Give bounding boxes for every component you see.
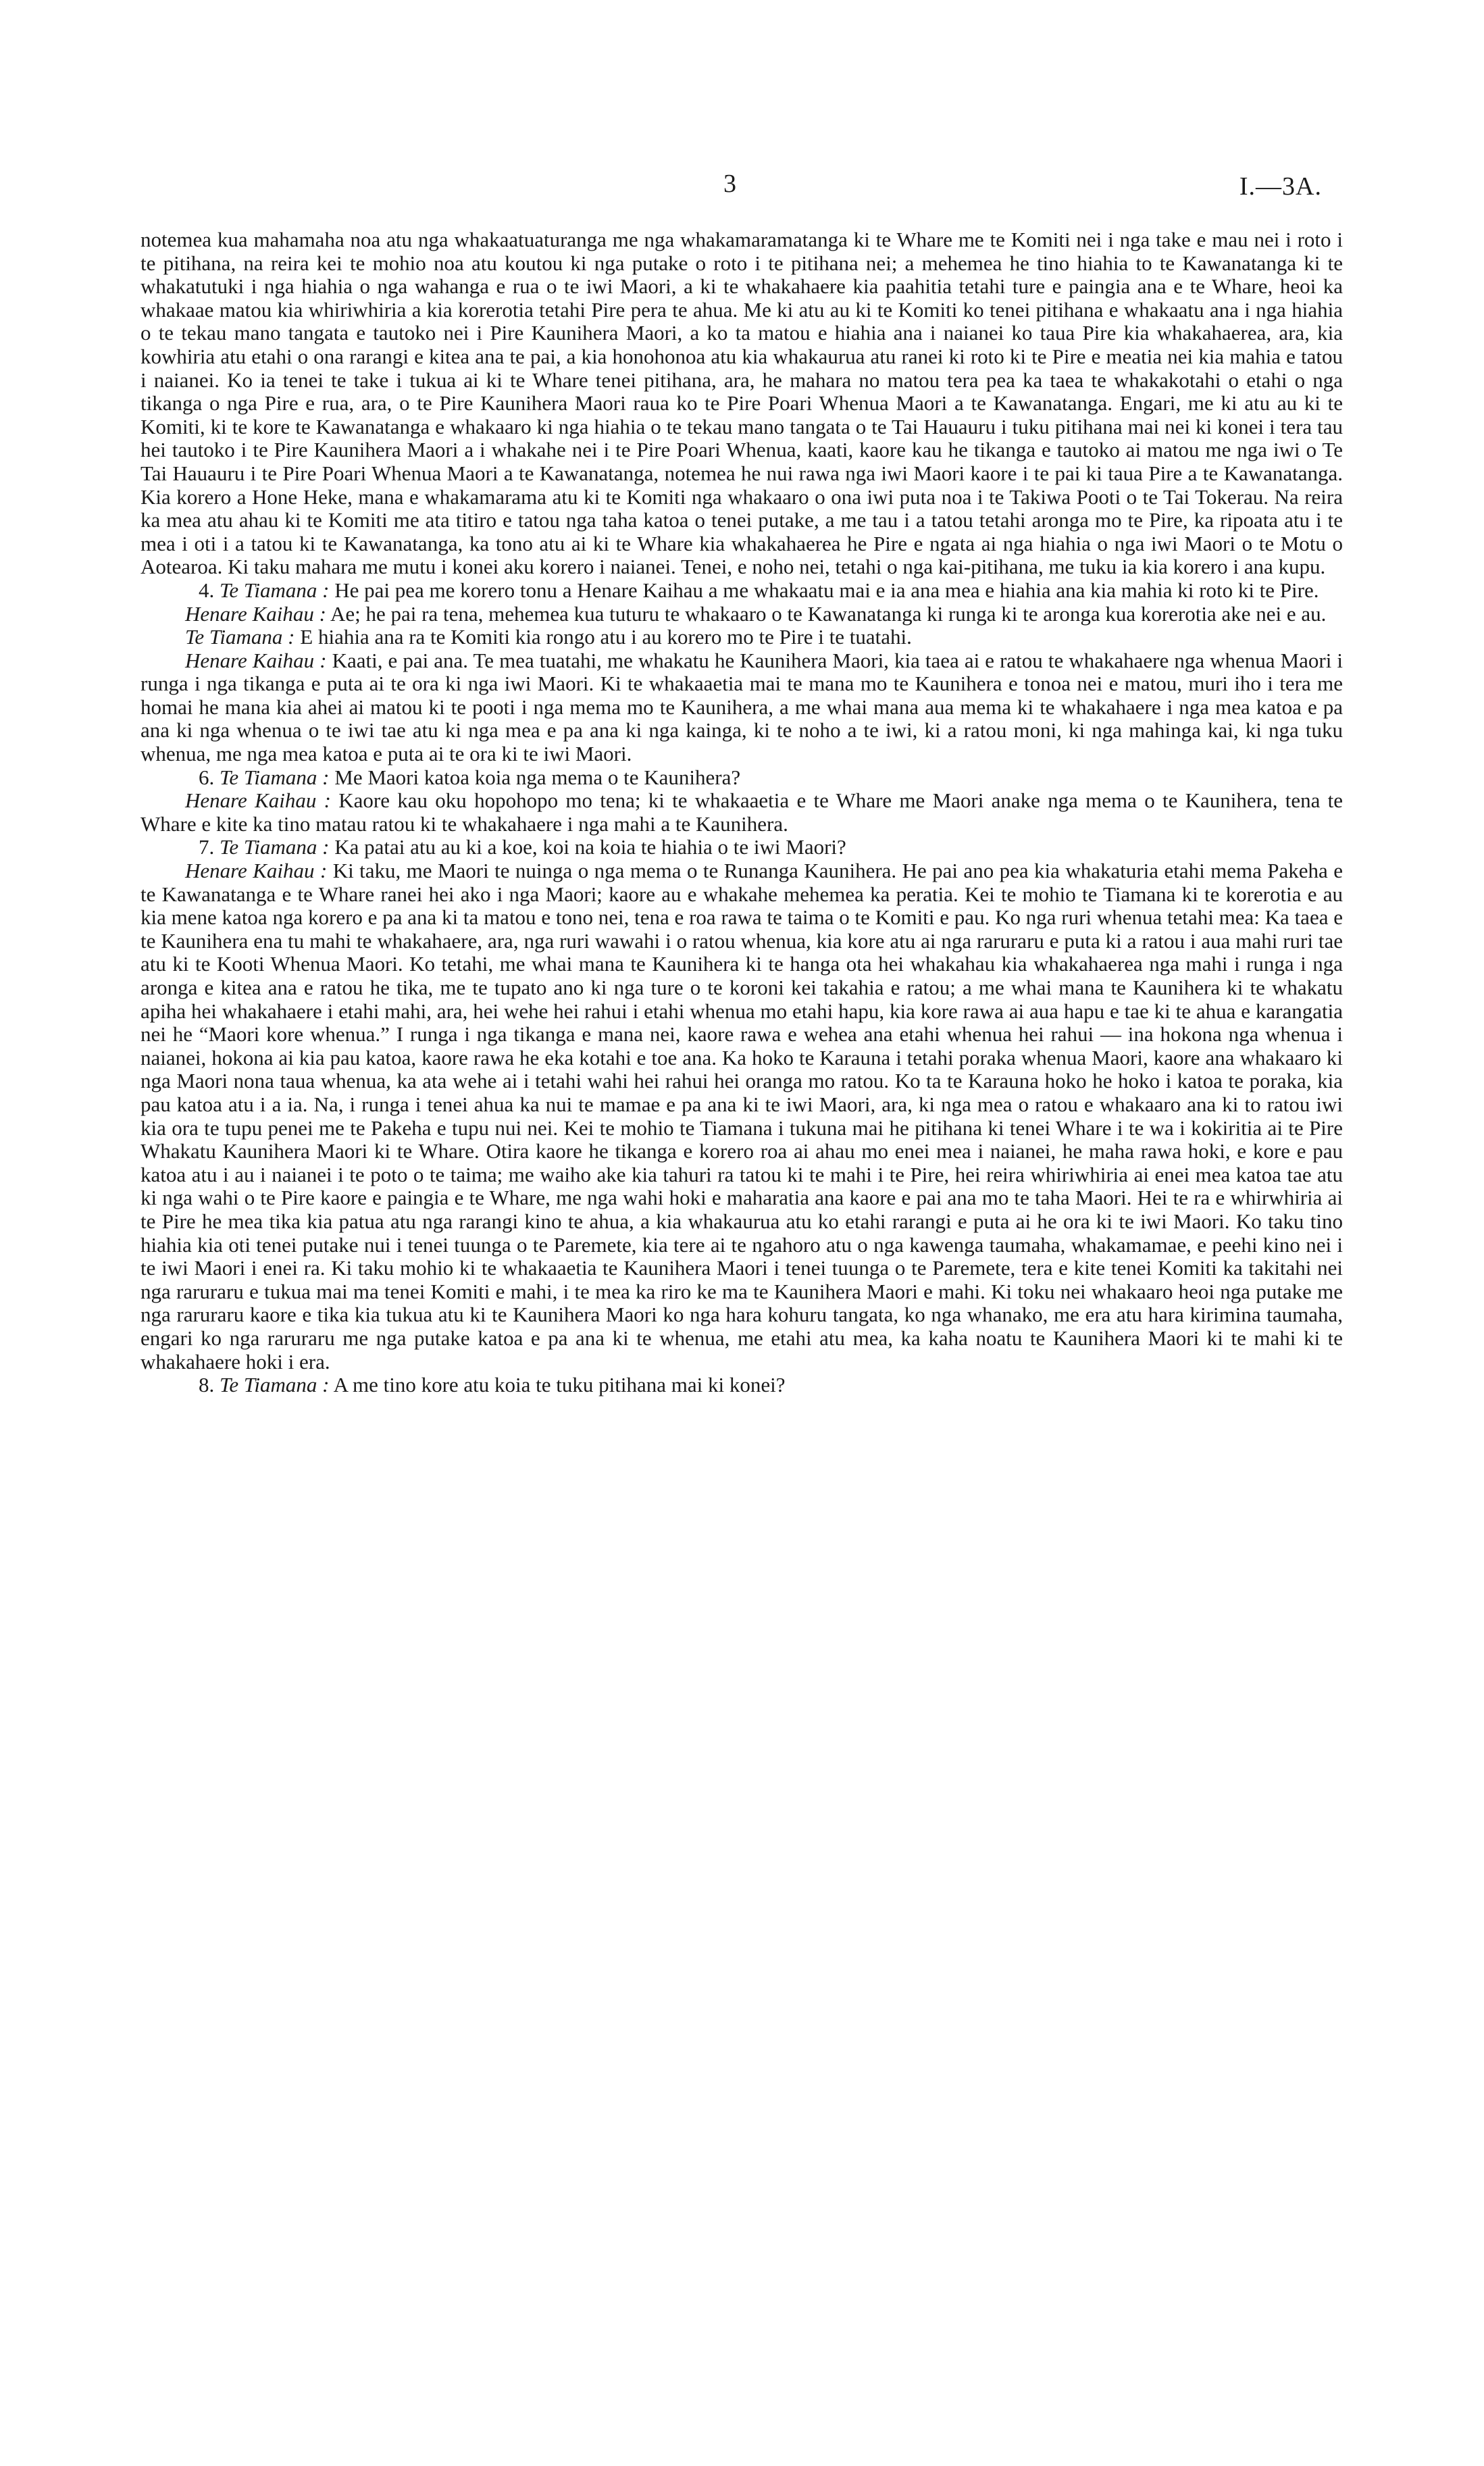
paragraph-text: Kaore kau oku hopohopo mo tena; ki te whakaaetia e te Whare me Maori anake nga mema o te Kaunihera, tena te Whare e kite ka tino matau ratou ki te whakahaere i nga mahi a te Kaunihera.: [140, 788, 1344, 836]
paragraph: [140, 649, 1343, 766]
paragraph: [140, 228, 1343, 579]
paragraph: [140, 603, 1343, 626]
speaker-name: Te Tiamana :: [220, 835, 330, 859]
document-reference: I.—3A.: [1239, 172, 1322, 201]
paragraph: [140, 859, 1343, 1374]
paragraph-text: notemea kua mahamaha noa atu nga whakaatuaturanga me nga whakamaramatanga ki te Whare me te Komiti nei i nga take e mau nei i roto i te pitihana, na reira kei te mohio noa atu koutou ki nga putake o roto i te pitihana nei; a mehemea he tino hiahia to te Kawanatanga ki te whakatutuki i nga hiahia o nga wahanga e rua o te iwi Maori, a ki te whakahaere kia paahitia tetahi ture e paingia ana e te Whare, heoi ka whakaae matou kia whiriwhiria a kia korerotia tetahi Pire pera te ahua. Me ki atu au ki te Komiti ko tenei pitihana e whakaatu ana i nga hiahia o te tekau mano tangata e tautoko nei i Pire Kaunihera Maori, a ko ta matou e hiahia ana i naianei ko taua Pire kia whakahaerea, ara, kia kowhiria atu etahi o ona rarangi e kitea ana te pai, a kia honohonoa atu kia whakaurua atu ranei ki roto ki te Pire e meatia nei kia mahia e tatou i naianei. Ko ia tenei te take i tukua ai ki te Whare tenei pitihana, ara, he mahara no matou tera pea ka taea te whakakotahi o etahi o nga tikanga o nga Pire e rua, ara, o te Pire Kaunihera Maori raua ko te Pire Poari Whenua Maori a te Kawanatanga. Engari, me ki atu au ki te Komiti, ki te kore te Kawanatanga e whakaaro ki nga hiahia o te tekau mano tangata o te Tai Hauauru i tuku pitihana mai nei ki konei i tera tau hei tautoko i te Pire Kaunihera Maori a i whakahe nei i te Pire Poari Whenua, kaati, kaore kau he tikanga e tautoko ai matou me nga iwi o Te Tai Hauauru i te Pire Poari Whenua Maori a te Kawanatanga, notemea he nui rawa nga iwi Maori kaore i te pai ki taua Pire a te Kawanatanga. Kia korero a Hone Heke, mana e whakamarama atu ki te Komiti nga whakaaro o ona iwi puta noa i te Takiwa Pooti o te Tai Tokerau. Na reira ka mea atu ahau ki te Komiti me ata titiro e tatou nga taha katoa o tenei putake, a me tau i a tatou tetahi aronga mo te Pire, ka ripoata atu i te mea i oti i a tatou ki te Kawanatanga, ka tono atu ai ki te Whare kia whakahaerea he Pire e ngata ai nga hiahia o nga iwi Maori o te Motu o Aotearoa. Ki taku mahara me mutu i konei aku korero i naianei. Tenei, e noho nei, tetahi o nga kai-pitihana, me tuku ia kia korero i ana kupu.: [140, 228, 1343, 579]
paragraph: [140, 836, 1343, 859]
paragraph: [140, 766, 1343, 790]
speaker-name: Te Tiamana :: [185, 625, 295, 649]
speaker-name: Henare Kaihau :: [185, 601, 326, 626]
paragraph-text: Me Maori katoa koia nga mema o te Kaunihera?: [334, 765, 741, 789]
question-number: 6.: [199, 765, 215, 789]
paragraph-text: He pai pea me korero tonu a Henare Kaihau a me whakaatu mai e ia ana mea e hiahia ana kia mahia ki roto ki te Pire.: [334, 578, 1319, 602]
speaker-name: Te Tiamana :: [220, 1373, 330, 1397]
paragraph: [140, 579, 1343, 603]
speaker-name: Henare Kaihau :: [185, 859, 328, 883]
transcript-body: [140, 228, 1343, 1397]
paragraph-text: Ae; he pai ra tena, mehemea kua tuturu te whakaaro o te Kawanatanga ki runga ki te aronga kua korerotia ake nei e au.: [330, 601, 1327, 626]
question-number: 7.: [199, 835, 215, 859]
paragraph-text: Ka patai atu au ki a koe, koi na koia te hiahia o te iwi Maori?: [334, 835, 846, 859]
paragraph-text: Kaati, e pai ana. Te mea tuatahi, me whakatu he Kaunihera Maori, kia taea ai e ratou te whakahaere nga whenua Maori i runga i nga tikanga e puta ai te ora ki nga iwi Maori. Ki te whakaaetia mai te mana mo te Kaunihera e tonoa nei e matou, muri iho i tera me homai he mana kia ahei ai matou ki te pooti i nga mema mo te Kaunihera, a me whai mana aua mema ki te whakahaere i nga mea katoa e pa ana ki nga whenua o te iwi tae atu ki nga mea e pa ana ki nga kainga, ki te noho a te iwi, ki a ratou moni, ki nga mahinga kai, ki nga tuku whenua, me nga mea katoa e puta ai te ora ki te iwi Maori.: [140, 648, 1344, 766]
paragraph-text: A me tino kore atu koia te tuku pitihana mai ki konei?: [333, 1373, 786, 1397]
question-number: 8.: [199, 1373, 215, 1397]
paragraph-text: E hiahia ana ra te Komiti kia rongo atu i au korero mo te Pire i te tuatahi.: [300, 625, 912, 649]
speaker-name: Henare Kaihau :: [185, 648, 327, 672]
paragraph-text: Ki taku, me Maori te nuinga o nga mema o te Runanga Kaunihera. He pai ano pea kia whakaturia etahi mema Pakeha e te Kawanatanga e te Whare ranei hei ako i nga Maori; kaore au e whakahe mehemea ka peratia. Kei te mohio te Tiamana ki te korerotia e au kia mene katoa nga korero e pa ana ki ta matou e tono nei, tena e roa rawa te taima o te Komiti e pau. Ko nga ruri whenua tetahi mea: Ka taea e te Kaunihera ena tu mahi te whakahaere, ara, nga ruri wawahi i o ratou whenua, kia kore atu ai nga raruraru e puta ki a ratou i aua mahi ruri tae atu ki te Kooti Whenua Maori. Ko tetahi, me whai mana te Kaunihera ki te hanga ota hei whakahau kia whakahaerea nga mahi i runga i nga aronga e kitea ana e ratou he tika, me te tupato ano ki nga ture o te koroni kei takahia e ratou; a me whai mana te Kaunihera ki te whakatu apiha hei whakahaere i etahi mahi, ara, hei wehe hei rahui i etahi whenua mo etahi hapu, kia kore rawa ai aua hapu e tae ki te ahua e karangatia nei he “Maori kore whenua.” I runga i nga tikanga e mana nei, kaore rawa e wehea ana etahi whenua hei rahui — ina hokona nga whenua i naianei, hokona ai kia pau katoa, kaore rawa he eka kotahi e toe ana. Ka hoko te Karauna i tetahi poraka whenua Maori, kaore ana whakaaro ki nga Maori nona taua whenua, ka ata wehe ai i tetahi wahi hei rahui hei oranga mo ratou. Ko ta te Karauna hoko he hoko i katoa te poraka, kia pau katoa atu i a ia. Na, i runga i tenei ahua ka nui te mamae e pa ana ki te iwi Maori, ara, ki nga mea o ratou e whakaaro ana ki to ratou iwi kia ora te tupu penei me te Pakeha e tupu nui nei. Kei te mohio te Tiamana i tukuna mai he pitihana ki tenei Whare i te wa i kokiritia ai te Pire Whakatu Kaunihera Maori ki te Whare. Otira kaore he tikanga e korero roa ai ahau mo enei mea i naianei, he maha rawa hoki, e kore e pau katoa atu i au i naianei i te poto o te taima; me waiho ake kia tahuri ra tatou ki te mahi i te Pire, hei reira whiriwhiria ai enei mea katoa tae atu ki nga wahi o te Pire kaore e paingia e te Whare, me nga wahi hoki e maharatia ana kaore e pai ana mo te taha Maori. Hei te ra e whirwhiria ai te Pire he mea tika kia patua atu nga rarangi kino te ahua, a kia whakaurua atu ko etahi rarangi e puta ai he ora ki te iwi Maori. Ko taku tino hiahia kia oti tenei putake nui i tenei tuunga o te Paremete, kia tere ai te ngahoro atu o nga kawenga taumaha, whakamamae, e peehi kino nei i te iwi Maori i enei ra. Ki taku mohio ki te whakaaetia te Kaunihera Maori i tenei tuunga o te Paremete, tera e kite tenei Komiti ka takitahi nei nga raruraru e tukua mai ma tenei Komiti e mahi, i te mea ka riro ke ma te Kaunihera Maori e mahi. Ki toku nei whakaaro heoi nga putake me nga raruraru kaore e tika kia tukua atu ki te Kaunihera Maori ko nga hara kohuru tangata, ko nga whanako, me era atu hara kirimina taumaha, engari ko nga raruraru me nga putake katoa e pa ana ki te whenua, me etahi atu mea, ka kaha noatu te Kaunihera Maori ki te mahi ki te whakahaere hoki i era.: [140, 859, 1343, 1374]
question-number: 4.: [199, 578, 215, 602]
speaker-name: Henare Kaihau :: [185, 788, 331, 813]
paragraph: [140, 626, 1343, 649]
paragraph: [140, 789, 1343, 836]
page-header: [138, 169, 1322, 209]
paragraph: [140, 1374, 1343, 1397]
page-number: 3: [723, 170, 737, 198]
speaker-name: Te Tiamana :: [220, 765, 330, 789]
speaker-name: Te Tiamana :: [220, 578, 330, 602]
